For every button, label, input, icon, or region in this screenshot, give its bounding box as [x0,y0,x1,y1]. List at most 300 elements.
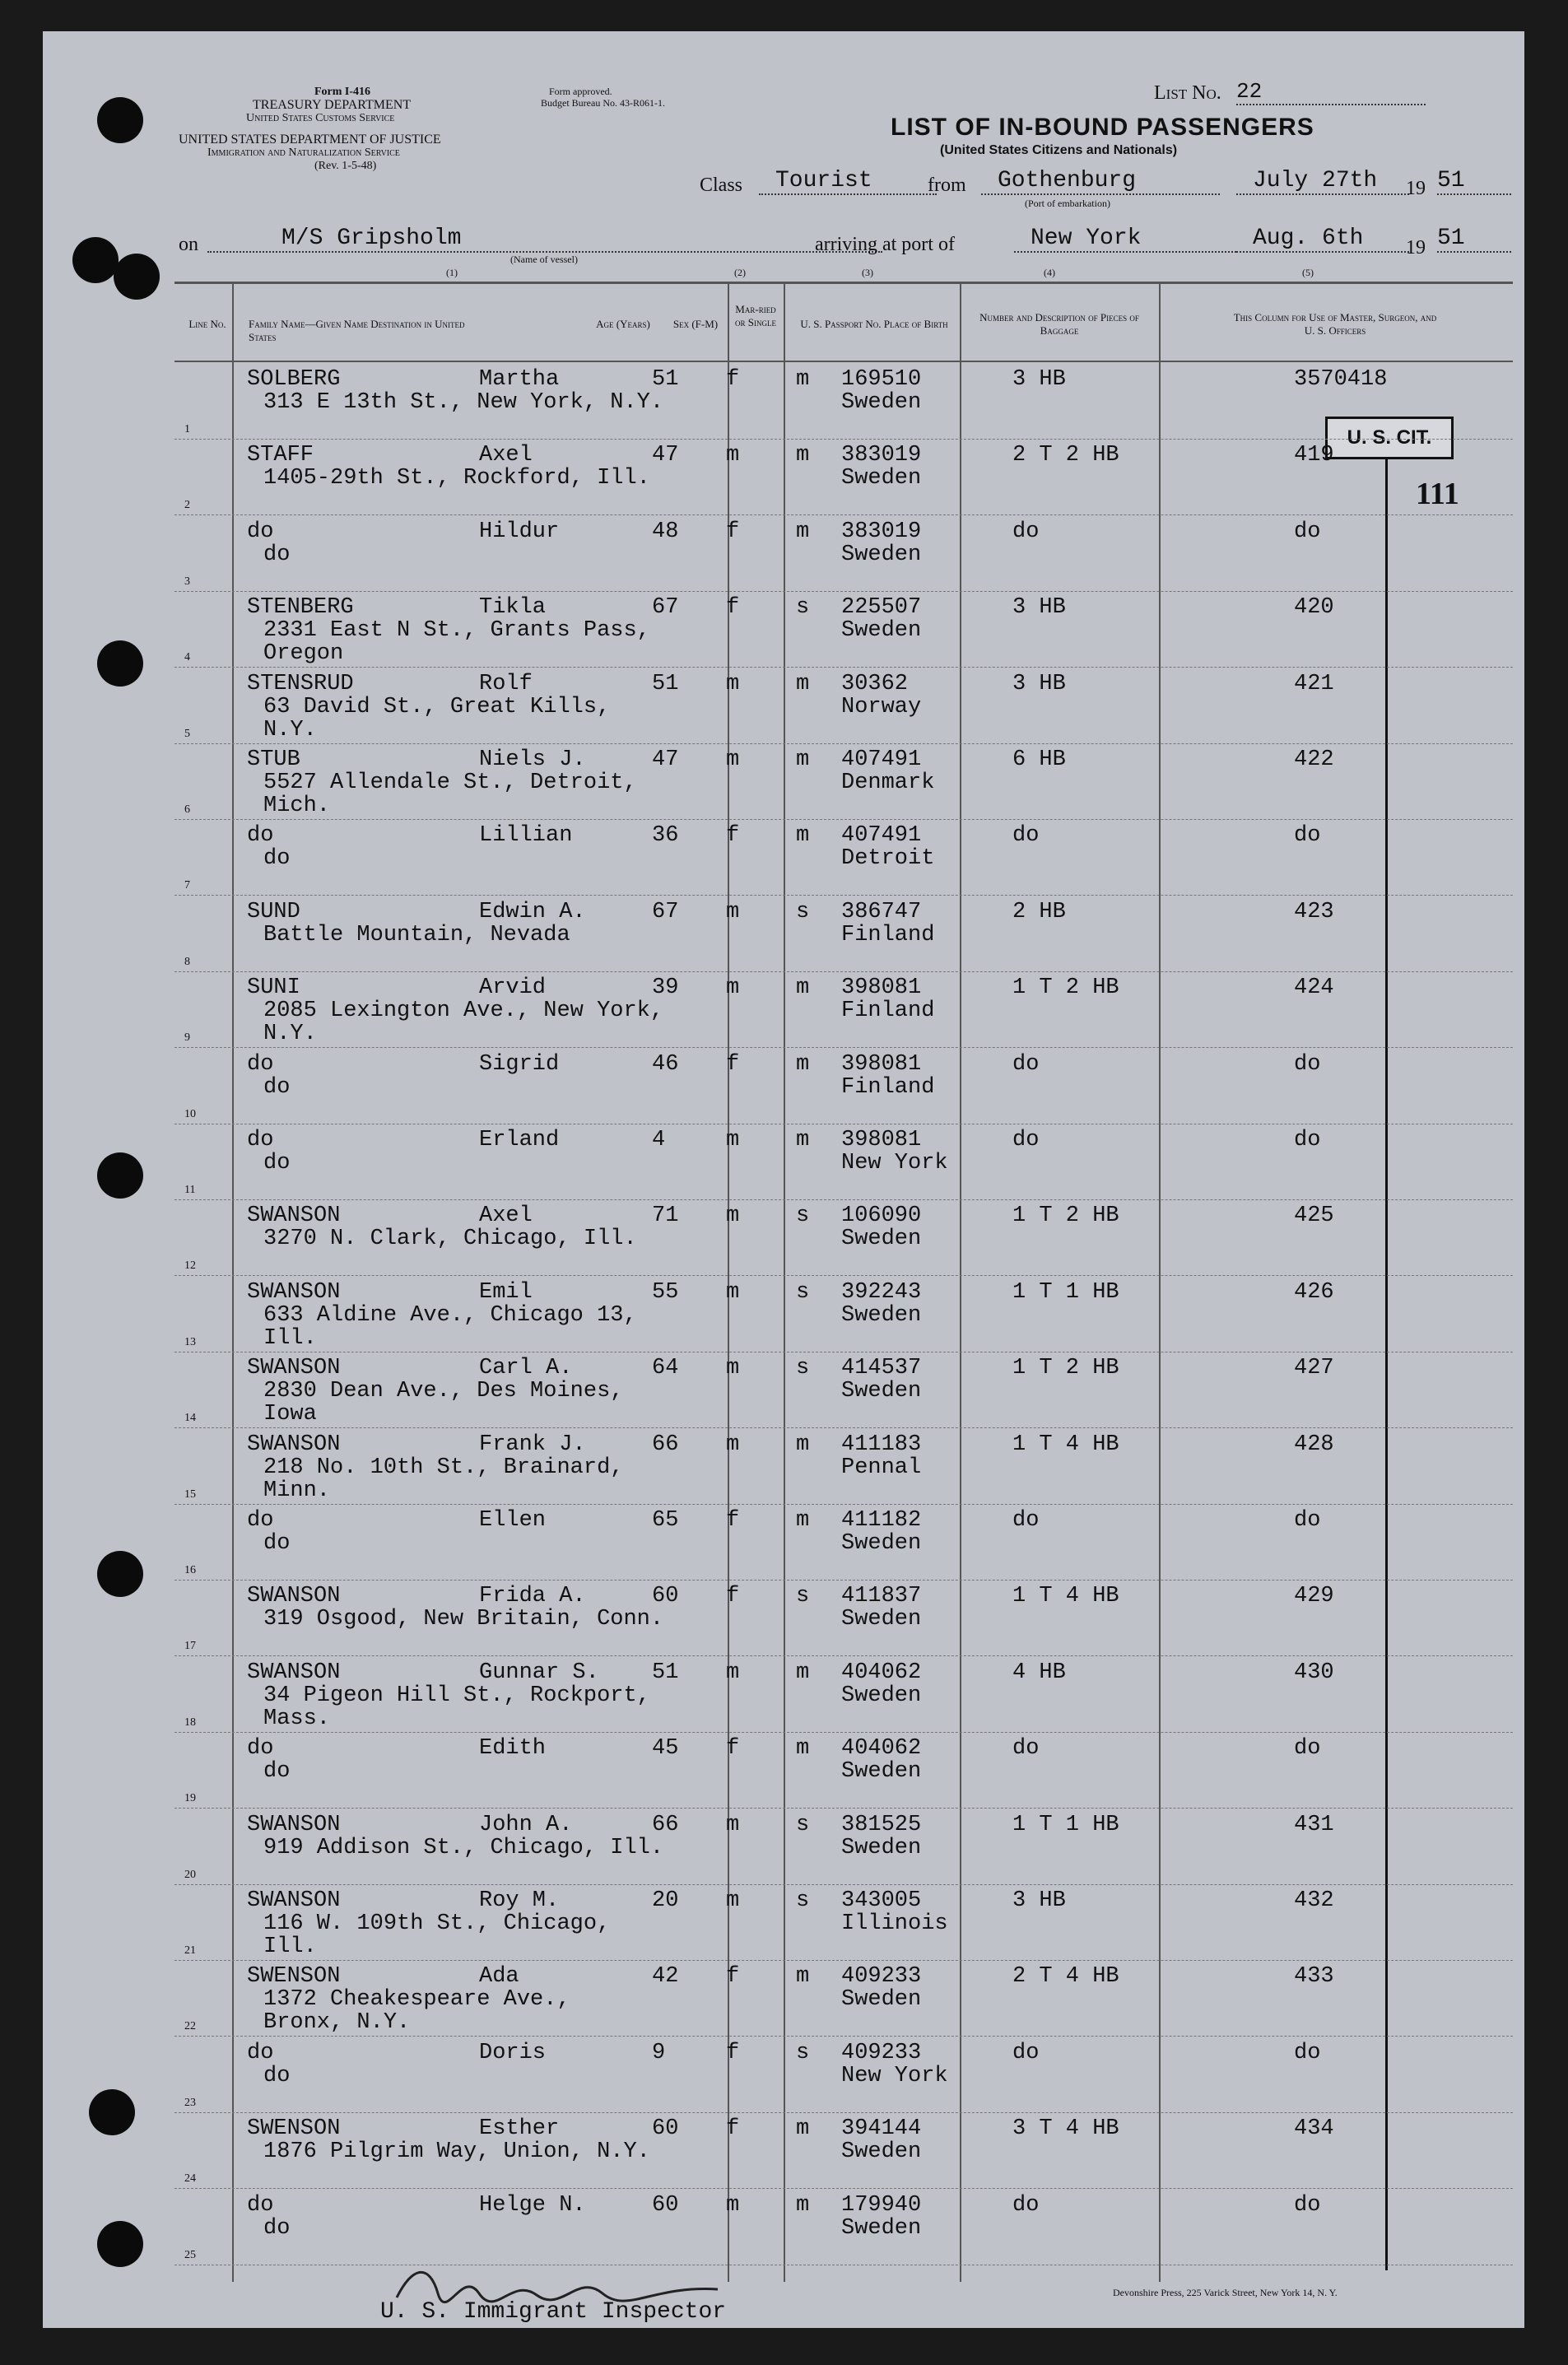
age: 48 [652,519,679,544]
age: 64 [652,1356,679,1381]
arrival-year: 51 [1437,226,1511,253]
officer-note: 430 [1294,1660,1334,1685]
place-of-birth: Pennal [841,1455,922,1480]
marital-status: m [796,747,810,772]
col-num-2: (2) [734,267,746,278]
age: 20 [652,1888,679,1913]
family-name: STAFF [247,443,314,468]
family-name: STENSRUD [247,671,354,696]
destination-cont: Ill. [263,1934,317,1959]
marital-status: s [796,1812,810,1837]
line-number: 7 [184,879,190,892]
place-of-birth: Illinois [841,1911,948,1936]
place-of-birth: New York [841,1151,948,1176]
officer-note: 425 [1294,1203,1334,1229]
marital-status: m [796,2192,810,2218]
given-name: Ellen [479,1508,547,1533]
place-of-birth: Sweden [841,1987,922,2013]
marital-status: m [796,1508,810,1533]
given-name: Lillian [479,823,573,849]
line-number: 18 [184,1716,196,1729]
customs-service: United States Customs Service [246,112,395,124]
line-number: 17 [184,1640,196,1653]
destination: 919 Addison St., Chicago, Ill. [263,1835,664,1860]
place-of-birth: Sweden [841,390,922,415]
age: 39 [652,975,679,1001]
line-number: 15 [184,1487,196,1501]
punch-hole [97,1152,143,1199]
place-of-birth: Sweden [841,466,922,491]
marital-status: m [796,1736,810,1762]
given-name: Gunnar S. [479,1660,599,1685]
officer-note: do [1294,1051,1321,1077]
given-name: Niels J. [479,747,586,772]
table-row [174,516,1513,592]
destination-cont: Minn. [263,1478,331,1503]
given-name: Esther [479,2116,560,2142]
place-of-birth: Finland [841,1074,935,1100]
header-bottom-rule [174,361,1513,362]
place-of-birth: Sweden [841,618,922,644]
table-row [174,1961,1513,2037]
place-of-birth: Sweden [841,1379,922,1404]
destination-cont: Ill. [263,1325,317,1351]
baggage: 2 T 2 HB [1012,443,1119,468]
place-of-birth: Sweden [841,2215,922,2241]
passport-number: 392243 [841,1279,922,1305]
destination: 1405-29th St., Rockford, Ill. [263,466,650,491]
baggage: 1 T 4 HB [1012,1584,1119,1609]
place-of-birth: New York [841,2063,948,2088]
sex: m [726,975,740,1001]
officer-note: do [1294,1128,1321,1152]
sex: f [726,1584,740,1609]
budget-bureau: Budget Bureau No. 43-R061-1. [541,97,665,109]
place-of-birth: Sweden [841,1759,922,1785]
col-header-passport: U. S. Passport No. Place of Birth [800,318,948,330]
given-name: Carl A. [479,1356,573,1381]
embark-year-prefix: 19 [1406,178,1426,199]
destination: 313 E 13th St., New York, N.Y. [263,390,664,415]
family-name: SUND [247,899,300,924]
destination-cont: Iowa [263,1402,317,1427]
place-of-birth: Sweden [841,1835,922,1860]
given-name: Roy M. [479,1888,560,1913]
table-row [174,364,1513,440]
line-number: 23 [184,2096,196,2109]
line-number: 25 [184,2248,196,2261]
baggage: 3 T 4 HB [1012,2116,1119,2142]
destination: do [263,846,291,872]
passport-number: 411183 [841,1432,922,1457]
marital-status: m [796,2116,810,2142]
destination: do [263,1759,291,1785]
officer-note: 428 [1294,1432,1334,1457]
marital-status: m [796,443,810,468]
baggage: do [1012,2040,1040,2065]
destination: 116 W. 109th St., Chicago, [263,1911,611,1936]
age: 60 [652,2192,679,2218]
marital-status: m [796,1128,810,1152]
table-row [174,1352,1513,1428]
col-header-officers: This Column for Use of Master, Surgeon, and U. S. Officers [1233,311,1437,337]
table-row [174,2113,1513,2189]
immigration-service: Immigration and Naturalization Service [207,147,400,159]
marital-status: m [796,1964,810,1990]
destination: 1876 Pilgrim Way, Union, N.Y. [263,2139,650,2165]
passport-number: 414537 [841,1356,922,1381]
given-name: John A. [479,1812,573,1837]
officer-note: 419 [1294,443,1334,468]
sex: m [726,1128,740,1152]
destination: 319 Osgood, New Britain, Conn. [263,1607,664,1632]
marital-status: m [796,1051,810,1077]
sex: f [726,1736,740,1762]
punch-hole [72,237,119,283]
age: 47 [652,747,679,772]
officer-note: 433 [1294,1964,1334,1990]
given-name: Axel [479,1203,533,1229]
destination: 633 Aldine Ave., Chicago 13, [263,1302,637,1328]
family-name: SWANSON [247,1279,341,1305]
officer-note: do [1294,823,1321,849]
marital-status: s [796,1279,810,1305]
passport-number: 225507 [841,595,922,621]
passport-number: 106090 [841,1203,922,1229]
col-header-name: Family Name—Given Name Destination in United States [249,318,465,343]
sex: m [726,1279,740,1305]
age: 36 [652,823,679,849]
place-of-birth: Sweden [841,1683,922,1708]
destination: do [263,2063,291,2088]
family-name: SWENSON [247,2116,341,2142]
family-name: do [247,519,274,544]
sex: m [726,747,740,772]
baggage: 3 HB [1012,671,1066,696]
baggage: 1 T 1 HB [1012,1279,1119,1305]
age: 47 [652,443,679,468]
marital-status: s [796,1356,810,1381]
line-number: 3 [184,575,190,588]
age: 67 [652,899,679,924]
officer-note: 3570418 [1294,367,1388,392]
family-name: do [247,1128,274,1152]
family-name: do [247,1051,274,1077]
marital-status: m [796,975,810,1001]
sex: f [726,1508,740,1533]
line-number: 20 [184,1868,196,1881]
age: 9 [652,2040,666,2065]
family-name: STUB [247,747,300,772]
place-of-birth: Finland [841,922,935,947]
given-name: Frank J. [479,1432,586,1457]
table-row [174,1124,1513,1200]
marital-status: m [796,671,810,696]
from-label: from [928,175,966,196]
passport-number: 386747 [841,899,922,924]
table-row [174,1049,1513,1124]
family-name: SWANSON [247,1812,341,1837]
class-label: Class [700,175,743,196]
given-name: Ada [479,1964,519,1990]
table-row [174,668,1513,744]
destination-cont: Oregon [263,641,344,667]
family-name: SWANSON [247,1356,341,1381]
sex: f [726,823,740,849]
age: 60 [652,1584,679,1609]
table-row [174,1657,1513,1733]
line-number: 14 [184,1412,196,1425]
marital-status: m [796,519,810,544]
destination-cont: N.Y. [263,1022,317,1047]
passport-number: 404062 [841,1736,922,1762]
col-header-sex: Sex (F-M) [672,318,719,330]
table-top-rule [174,282,1513,284]
given-name: Arvid [479,975,547,1001]
col-num-5: (5) [1302,267,1314,278]
line-number: 9 [184,1031,190,1045]
sex: m [726,1356,740,1381]
sex: m [726,1812,740,1837]
table-row [174,592,1513,668]
age: 67 [652,595,679,621]
arrival-date: Aug. 6th [1236,226,1409,253]
place-of-birth: Norway [841,694,922,719]
justice-dept: UNITED STATES DEPARTMENT OF JUSTICE [179,133,441,147]
destination: 2085 Lexington Ave., New York, [263,999,664,1024]
sex: f [726,2116,740,2142]
sex: f [726,595,740,621]
family-name: SWENSON [247,1964,341,1990]
place-of-birth: Sweden [841,1531,922,1556]
family-name: do [247,2040,274,2065]
list-no: 22 [1236,79,1426,105]
line-number: 19 [184,1792,196,1805]
age: 51 [652,671,679,696]
line-number: 6 [184,803,190,816]
place-of-birth: Sweden [841,1607,922,1632]
on-label: on [179,234,198,255]
baggage: 1 T 2 HB [1012,1203,1119,1229]
destination: 63 David St., Great Kills, [263,694,611,719]
baggage: do [1012,2192,1040,2218]
officer-note: 423 [1294,899,1334,924]
sex: f [726,367,740,392]
treasury-dept: TREASURY DEPARTMENT [253,98,412,112]
given-name: Edwin A. [479,899,586,924]
passport-number: 407491 [841,823,922,849]
family-name: do [247,1736,274,1762]
sex: f [726,1964,740,1990]
baggage: 2 HB [1012,899,1066,924]
table-row [174,1809,1513,1885]
family-name: SWANSON [247,1203,341,1229]
destination: 2830 Dean Ave., Des Moines, [263,1379,624,1404]
baggage: do [1012,1051,1040,1077]
passport-number: 383019 [841,519,922,544]
punch-hole [97,2221,143,2267]
arriving-label: arriving at port of [815,234,955,255]
sex: m [726,1660,740,1685]
destination: do [263,1531,291,1556]
table-row [174,972,1513,1048]
baggage: do [1012,823,1040,849]
destination: 5527 Allendale St., Detroit, [263,770,637,795]
destination: 1372 Cheakespeare Ave., [263,1987,570,2013]
age: 46 [652,1051,679,1077]
destination: Battle Mountain, Nevada [263,922,570,947]
table-row [174,1733,1513,1809]
passport-number: 394144 [841,2116,922,2142]
baggage: do [1012,1508,1040,1533]
baggage: 1 T 4 HB [1012,1432,1119,1457]
line-number: 2 [184,499,190,512]
table-row [174,1277,1513,1352]
destination-cont: Mass. [263,1706,331,1731]
passport-number: 30362 [841,671,909,696]
citizen-count: 111 [1416,477,1459,511]
given-name: Rolf [479,671,533,696]
destination: do [263,1151,291,1176]
officer-note: 432 [1294,1888,1334,1913]
col-num-4: (4) [1044,267,1055,278]
given-name: Emil [479,1279,533,1305]
given-name: Tikla [479,595,547,621]
baggage: 6 HB [1012,747,1066,772]
family-name: SUNI [247,975,300,1001]
passport-number: 398081 [841,1051,922,1077]
marital-status: s [796,1584,810,1609]
passport-number: 179940 [841,2192,922,2218]
family-name: do [247,2192,274,2218]
officer-note: do [1294,2040,1321,2065]
officer-note: 422 [1294,747,1334,772]
class-value: Tourist [759,168,937,195]
marital-status: s [796,1203,810,1229]
line-number: 24 [184,2172,196,2186]
place-of-birth: Denmark [841,770,935,795]
family-name: SWANSON [247,1584,341,1609]
given-name: Frida A. [479,1584,586,1609]
age: 51 [652,1660,679,1685]
punch-hole [97,97,143,143]
line-number: 22 [184,2020,196,2033]
destination: do [263,542,291,567]
table-row [174,1429,1513,1505]
given-name: Edith [479,1736,547,1762]
passport-number: 398081 [841,975,922,1001]
age: 4 [652,1128,666,1152]
line-number: 4 [184,651,190,664]
passport-number: 381525 [841,1812,922,1837]
age: 71 [652,1203,679,1229]
table-row [174,820,1513,896]
line-number: 10 [184,1107,196,1120]
officer-note: do [1294,2192,1321,2218]
line-number: 1 [184,423,190,435]
age: 60 [652,2116,679,2142]
list-no-label: List No. [1154,82,1221,104]
destination: 218 No. 10th St., Brainard, [263,1455,624,1480]
baggage: 2 T 4 HB [1012,1964,1119,1990]
family-name: do [247,823,274,849]
sex: m [726,1203,740,1229]
sex: f [726,519,740,544]
col-num-3: (3) [862,267,873,278]
destination: 3270 N. Clark, Chicago, Ill. [263,1227,637,1252]
passport-number: 407491 [841,747,922,772]
sex: m [726,671,740,696]
age: 45 [652,1736,679,1762]
sex: m [726,899,740,924]
age: 42 [652,1964,679,1990]
given-name: Axel [479,443,533,468]
line-number: 21 [184,1944,196,1957]
officer-note: 420 [1294,595,1334,621]
punch-hole [97,640,143,687]
family-name: SOLBERG [247,367,341,392]
family-name: SWANSON [247,1888,341,1913]
officer-note: 421 [1294,671,1334,696]
passport-number: 409233 [841,1964,922,1990]
baggage: 3 HB [1012,1888,1066,1913]
us-citizen-stamp: U. S. CIT. [1325,417,1454,459]
baggage: 3 HB [1012,595,1066,621]
marital-status: s [796,899,810,924]
marital-status: s [796,1888,810,1913]
family-name: SWANSON [247,1660,341,1685]
line-number: 5 [184,727,190,740]
passport-number: 409233 [841,2040,922,2065]
sex: m [726,443,740,468]
age: 55 [652,1279,679,1305]
place-of-birth: Sweden [841,1302,922,1328]
table-row [174,1505,1513,1581]
marital-status: s [796,595,810,621]
age: 66 [652,1432,679,1457]
line-number: 13 [184,1335,196,1348]
col-header-baggage: Number and Description of Pieces of Baggage [979,311,1139,337]
table-row [174,2037,1513,2113]
table-row [174,1200,1513,1276]
officer-note: 429 [1294,1584,1334,1609]
form-approved: Form approved. [549,86,612,97]
destination-cont: N.Y. [263,717,317,743]
line-number: 11 [184,1184,196,1196]
officer-note: do [1294,519,1321,544]
punch-hole [97,1551,143,1597]
marital-status: m [796,367,810,392]
printer-imprint: Devonshire Press, 225 Varick Street, New York 14, N. Y. [1113,2287,1338,2298]
marital-status: m [796,823,810,849]
baggage: do [1012,519,1040,544]
passport-number: 383019 [841,443,922,468]
given-name: Sigrid [479,1051,560,1077]
document-title: LIST OF IN-BOUND PASSENGERS [891,114,1314,141]
officer-note: 427 [1294,1356,1334,1381]
age: 51 [652,367,679,392]
given-name: Hildur [479,519,560,544]
embark-year: 51 [1437,168,1511,195]
table-row [174,1581,1513,1656]
passport-number: 343005 [841,1888,922,1913]
destination: do [263,2215,291,2241]
given-name: Erland [479,1128,560,1152]
passport-number: 404062 [841,1660,922,1685]
baggage: 1 T 1 HB [1012,1812,1119,1837]
destination-cont: Bronx, N.Y. [263,2010,411,2036]
baggage: do [1012,1736,1040,1762]
